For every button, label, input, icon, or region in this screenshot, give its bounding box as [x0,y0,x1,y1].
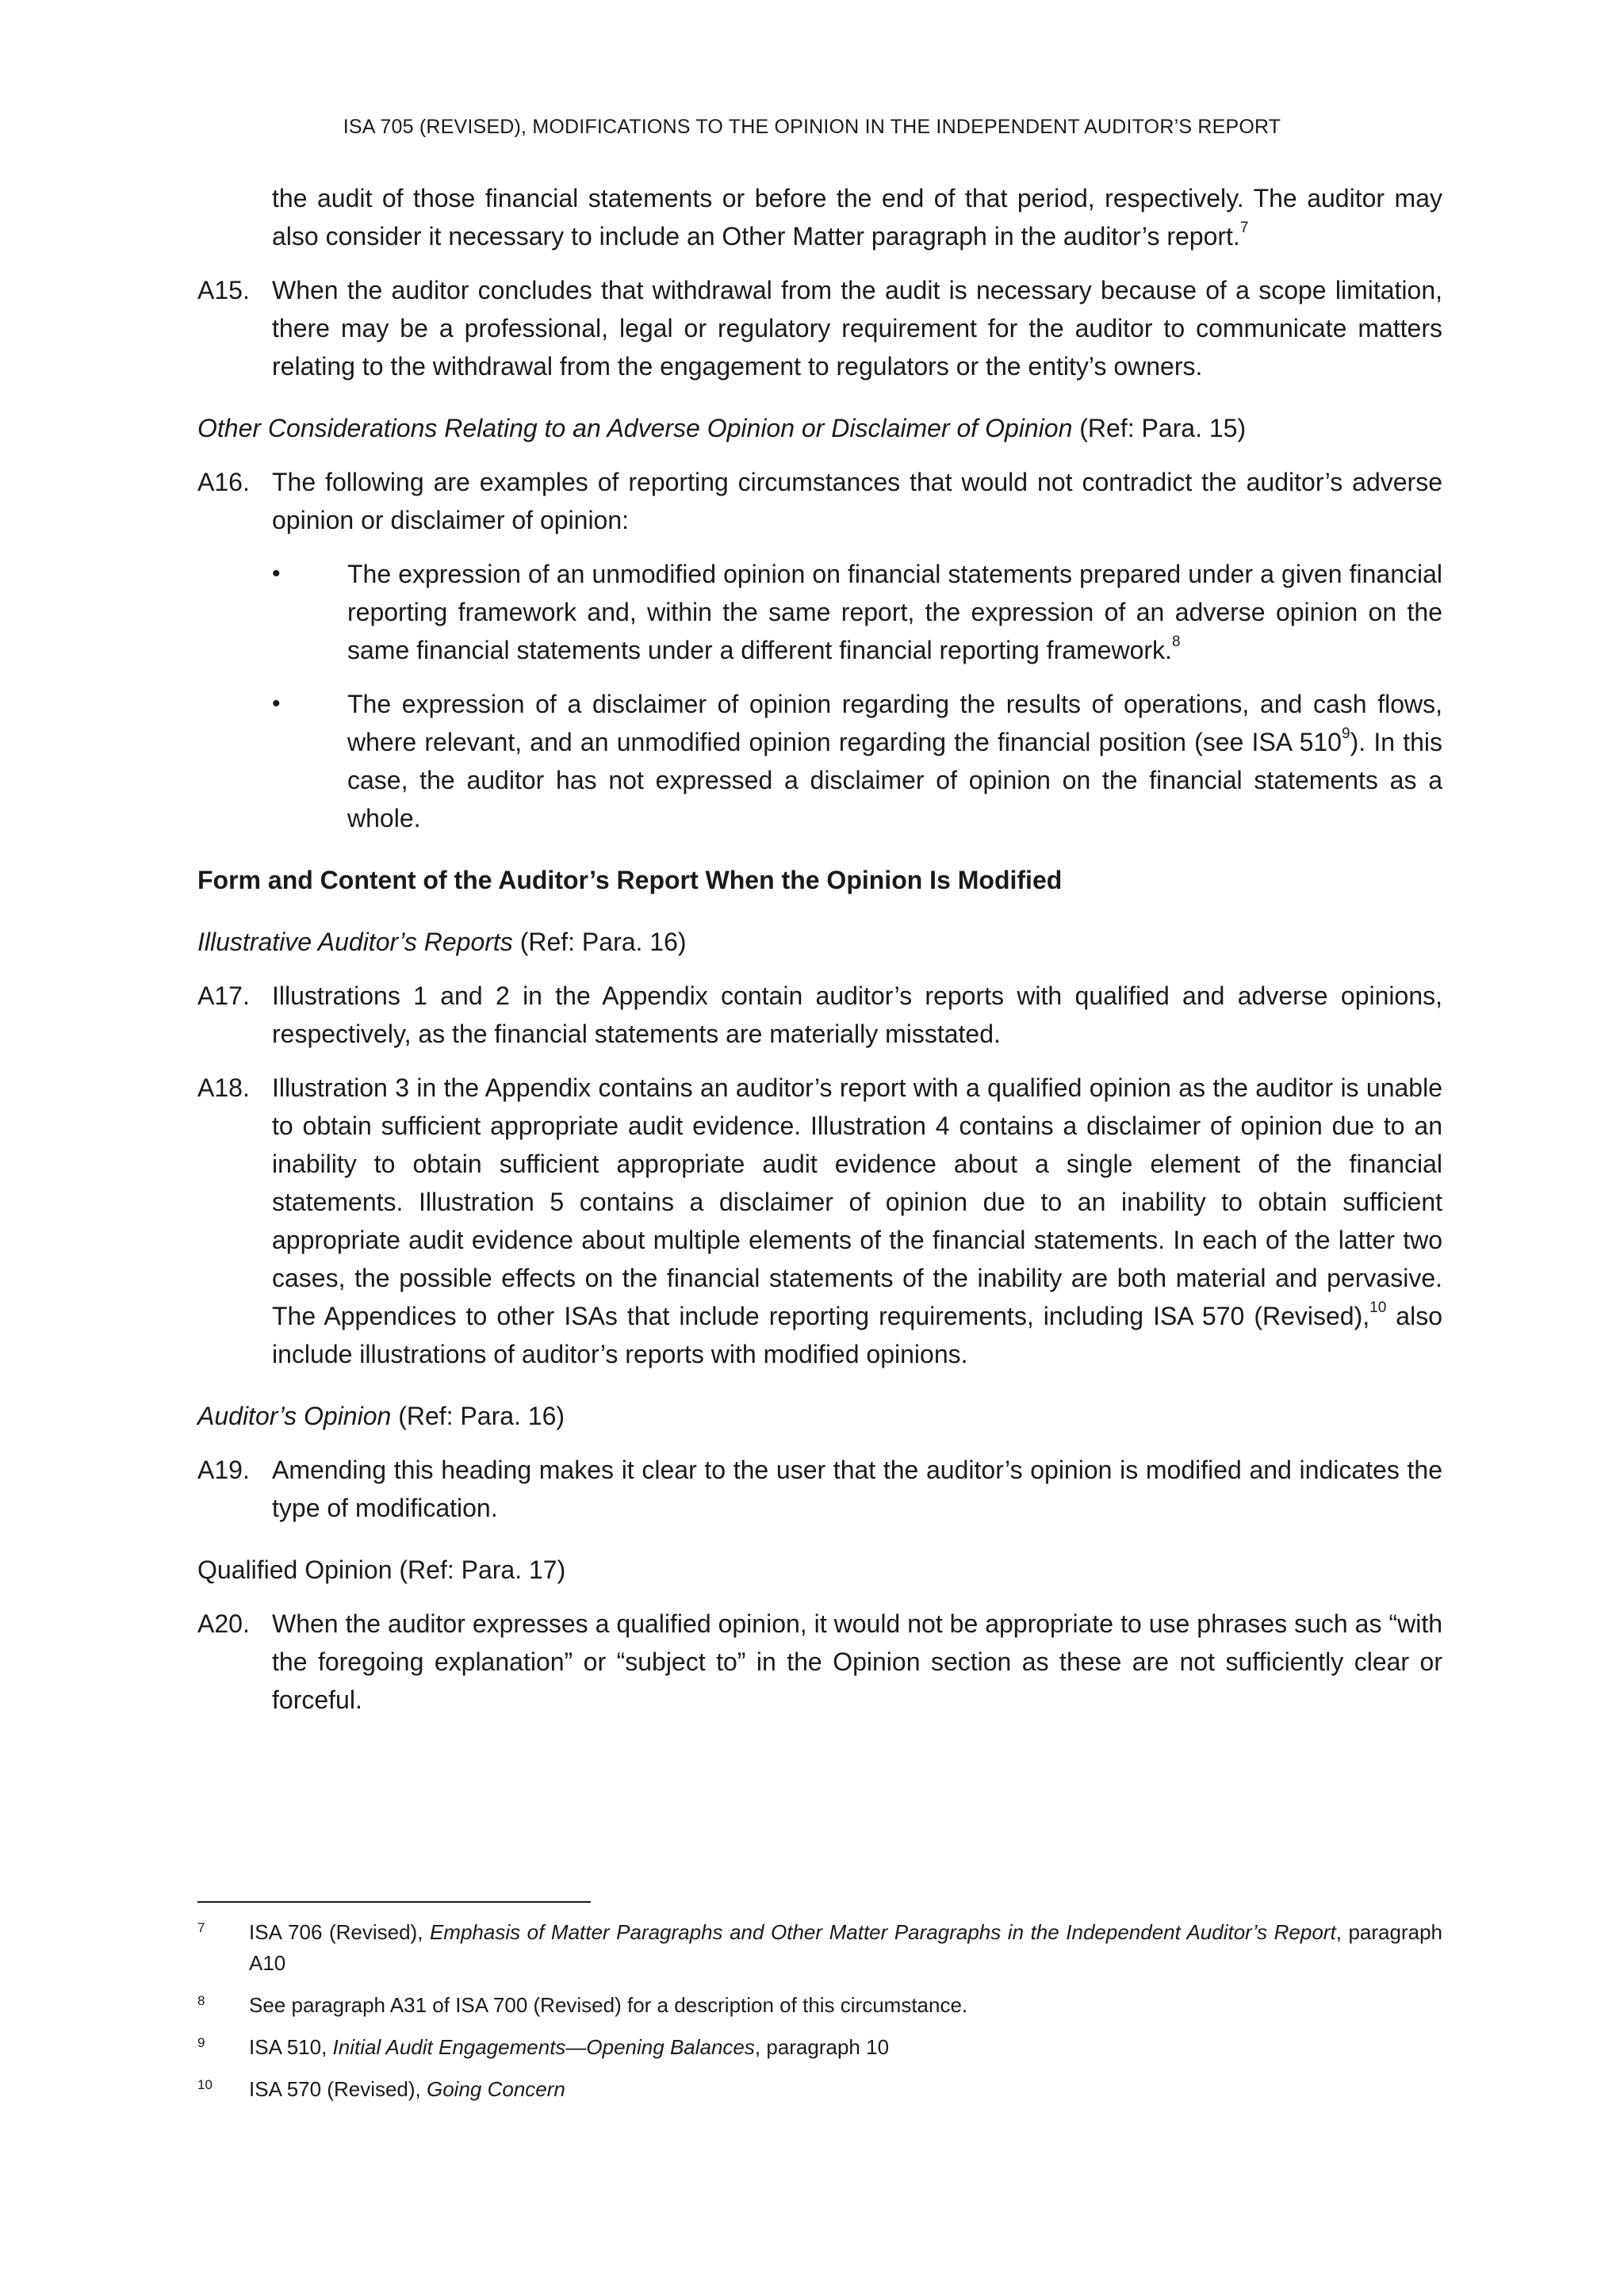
subheading-title: Auditor’s Opinion [197,1402,392,1430]
subheading-auditors-opinion [197,1397,1442,1435]
list-item [197,685,1442,837]
paragraph-number: A16. [197,468,250,496]
paragraph-a17 [197,977,1442,1053]
footnote-ref-9[interactable]: 9 [1341,725,1350,743]
subheading-ref: (Ref: Para. 16) [391,1402,565,1430]
paragraph-a19 [197,1451,1442,1527]
footnote-lead: ISA 510, [249,2035,333,2059]
paragraph-a16 [197,463,1442,539]
paragraph-a15 [197,271,1442,385]
footnote-lead: ISA 706 (Revised), [249,1920,430,1944]
bullet-text: The expression of an unmodified opinion on financial statements prepared under a given financial reporting framework and, within the same report, the expression of an adverse opinion on the same financial statements under a different financial reporting framework. [347,560,1442,664]
footnote-tail: , paragraph A10 [249,1920,1442,1975]
footnote-title: Initial Audit Engagements—Opening Balances [332,2035,755,2059]
subheading-other-considerations [197,409,1442,447]
subheading-qualified-opinion: Qualified Opinion (Ref: Para. 17) [197,1556,566,1584]
paragraph-text: Amending this heading makes it clear to the user that the auditor’s opinion is modified and indicates the type of modification. [272,1456,1442,1522]
paragraph-text: When the auditor concludes that withdrawal from the audit is necessary because of a scope limitation, there may be a professional, legal or regulatory requirement for the auditor to communicate matters relating to the withdrawal from the engagement to regulators or the entity’s owners. [272,276,1442,381]
paragraph-text: Illustration 3 in the Appendix contains an auditor’s report with a qualified opinion as the auditor is unable to obtain sufficient appropriate audit evidence. Illustration 4 contains a disclaimer of opinion due to an inability to obtain sufficient appropriate audit evidence about a single element of the financial statements. Illustration 5 contains a disclaimer of opinion due to an inability to obtain sufficient appropriate audit evidence about multiple elements of the financial statements. In each of the latter two cases, the possible effects on the financial statements of the inability are both material and pervasive. The Appendices to other ISAs that include reporting requirements, including ISA 570 (Revised), [272,1073,1442,1330]
footnote-divider [197,1901,591,1903]
footnote-lead: ISA 570 (Revised), [249,2077,427,2101]
footnote-title: Going Concern [427,2077,565,2101]
bullet-text-continued: ). In this case, the auditor has not expressed a disclaimer of opinion on the financial statements as a whole. [347,728,1443,832]
bullet-text: The expression of a disclaimer of opinion regarding the results of operations, and cash flows, where relevant, and an unmodified opinion regarding the financial position (see ISA 510 [347,690,1442,756]
bullet-icon: • [272,691,281,717]
footnote-lead: See paragraph A31 of ISA 700 (Revised) for a description of this circumstance. [249,1993,968,2017]
subheading-ref: (Ref: Para. 15) [1072,414,1247,442]
footnote-ref-10[interactable]: 10 [1369,1299,1387,1317]
footnote-10 [197,2074,1442,2105]
footnote-tail: , paragraph 10 [754,2035,890,2059]
footnote-number: 9 [197,2035,205,2050]
subheading-title: Other Considerations Relating to an Adverse Opinion or Disclaimer of Opinion [197,414,1073,442]
footnote-8 [197,1990,1442,2021]
paragraph-text: When the auditor expresses a qualified opinion, it would not be appropriate to use phrases such as “with the foregoing explanation” or “subject to” in the Opinion section as these are not sufficiently clear or forceful. [272,1609,1442,1714]
footnote-number: 8 [197,1993,205,2008]
paragraph-number: A20. [197,1609,250,1638]
paragraph-a20 [197,1605,1442,1719]
paragraph-number: A19. [197,1456,250,1484]
footnote-number: 10 [197,2077,213,2092]
footnotes [197,1917,1442,2116]
list-item [197,555,1442,669]
subheading-ref: (Ref: Para. 16) [512,928,687,956]
paragraph-text-continued: also include illustrations of auditor’s reports with modified opinions. [272,1302,1443,1368]
footnote-7 [197,1917,1442,1979]
paragraph-a18 [197,1069,1442,1373]
paragraph-number: A18. [197,1073,250,1102]
body-text [197,179,1442,1735]
continuation-text: the audit of those financial statements or before the end of that period, respectively. The auditor may also consider it necessary to include an Other Matter paragraph in the auditor’s report. [272,184,1442,251]
subheading-illustrative-reports [197,923,1442,961]
footnote-title: Emphasis of Matter Paragraphs and Other Matter Paragraphs in the Independent Auditor’s Report [429,1920,1336,1944]
paragraph-text: The following are examples of reporting circumstances that would not contradict the auditor’s adverse opinion or disclaimer of opinion: [272,468,1442,534]
footnote-ref-7[interactable]: 7 [1239,220,1249,237]
paragraph-text: Illustrations 1 and 2 in the Appendix contain auditor’s reports with qualified and adverse opinions, respectively, as the financial statements are materially misstated. [272,982,1442,1048]
bullet-icon: • [272,561,281,587]
running-header: ISA 705 (REVISED), MODIFICATIONS TO THE OPINION IN THE INDEPENDENT AUDITOR’S REPORT [343,116,1281,138]
footnote-9 [197,2032,1442,2063]
bullet-list [197,555,1442,837]
continuation-paragraph [197,179,1442,255]
section-heading-form-content: Form and Content of the Auditor’s Report When the Opinion Is Modified [197,866,1063,894]
paragraph-number: A17. [197,982,250,1010]
footnote-number: 7 [197,1920,205,1935]
subheading-title: Illustrative Auditor’s Reports [197,928,513,956]
paragraph-number: A15. [197,276,250,304]
footnote-ref-8[interactable]: 8 [1171,633,1181,651]
